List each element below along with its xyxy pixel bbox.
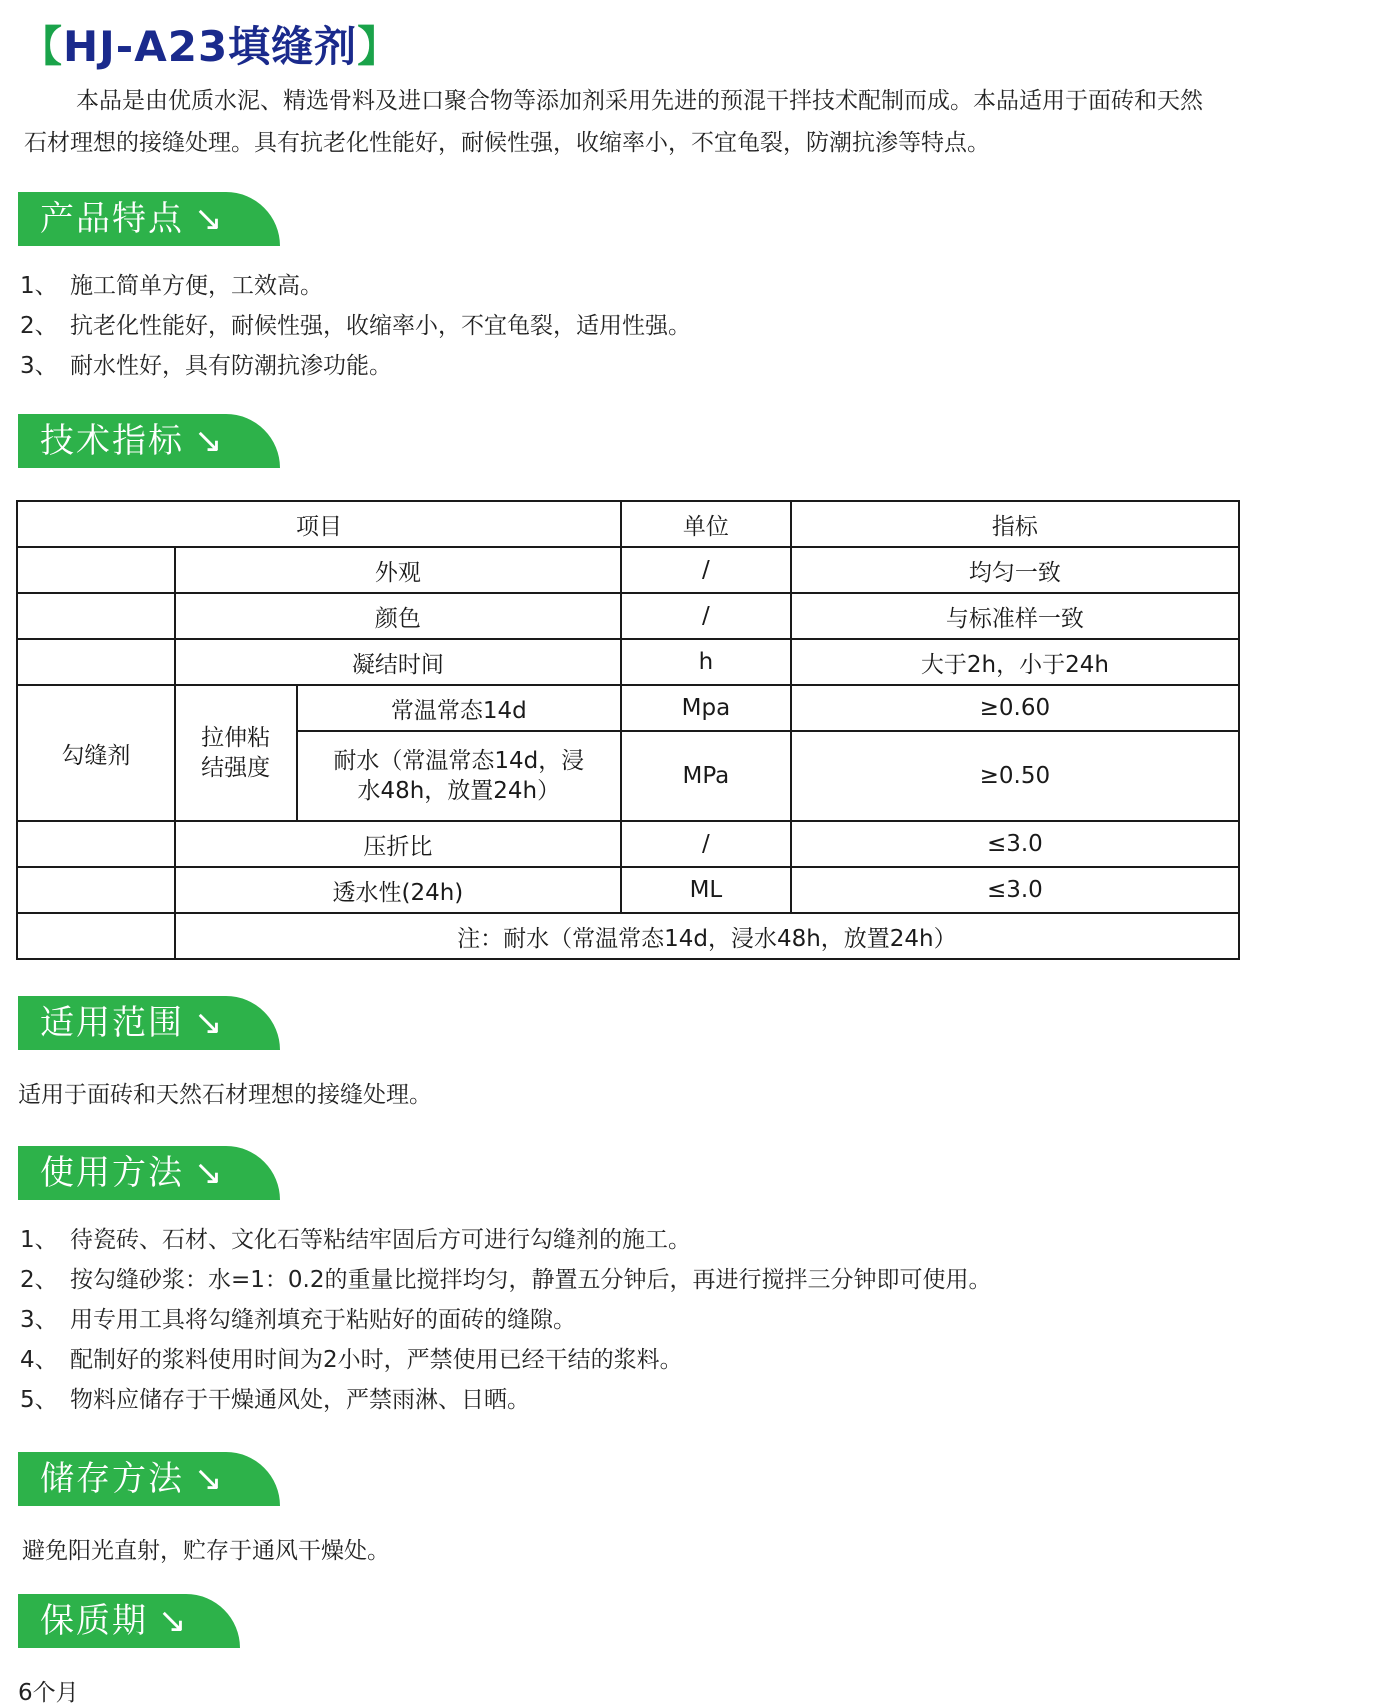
scope-heading-text: 适用范围: [40, 1003, 184, 1043]
list-item: [20, 346, 691, 386]
header-unit: 单位: [621, 501, 791, 547]
cell-value: ≥0.50: [791, 731, 1239, 821]
scope-text: 适用于面砖和天然石材理想的接缝处理。: [18, 1082, 432, 1108]
list-item-text: 按勾缝砂浆：水=1：0.2的重量比搅拌均匀，静置五分钟后，再进行搅拌三分钟即可使用。: [70, 1267, 992, 1293]
list-item: [20, 1340, 991, 1380]
list-item-text: 用专用工具将勾缝剂填充于粘贴好的面砖的缝隙。: [70, 1307, 576, 1333]
cell-unit: /: [621, 593, 791, 639]
list-item-text: 耐水性好，具有防潮抗渗功能。: [70, 353, 392, 379]
empty-cell: [17, 593, 175, 639]
cell-unit: /: [621, 821, 791, 867]
product-name-cell: 勾缝剂: [17, 685, 175, 821]
list-item: [20, 1220, 991, 1260]
list-item-text: 配制好的浆料使用时间为2小时，严禁使用已经干结的浆料。: [70, 1347, 683, 1373]
cell-name: [297, 731, 621, 821]
list-item: [20, 1380, 991, 1420]
cell-name-line-2: 水48h，放置24h）: [357, 778, 561, 804]
empty-cell: [17, 639, 175, 685]
table-header-row: [17, 501, 1239, 547]
table-row: [17, 867, 1239, 913]
features-heading-text: 产品特点: [40, 199, 184, 239]
features-list: [20, 266, 691, 386]
arrow-down-right-icon: ↘: [194, 1459, 223, 1499]
cell-value: 大于2h，小于24h: [791, 639, 1239, 685]
cell-unit: ML: [621, 867, 791, 913]
title-bracket-open: 【: [20, 22, 64, 71]
cell-name: 凝结时间: [175, 639, 621, 685]
header-item: 项目: [17, 501, 621, 547]
cell-name: 压折比: [175, 821, 621, 867]
arrow-down-right-icon: ↘: [194, 199, 223, 239]
list-item-text: 施工简单方便，工效高。: [70, 273, 323, 299]
shelf-life-text: 6个月: [18, 1680, 79, 1706]
title-bracket-close: 】: [357, 22, 401, 71]
cell-value: 均匀一致: [791, 547, 1239, 593]
arrow-down-right-icon: ↘: [158, 1601, 187, 1641]
intro-paragraph: [24, 80, 1394, 164]
cell-unit: h: [621, 639, 791, 685]
intro-line-1: 本品是由优质水泥、精选骨料及进口聚合物等添加剂采用先进的预混干拌技术配制而成。本品适用于面砖和天然: [76, 88, 1203, 114]
cell-name: 透水性(24h): [175, 867, 621, 913]
list-item: [20, 1260, 991, 1300]
list-item-number: 3、: [20, 1307, 58, 1333]
list-item-text: 待瓷砖、石材、文化石等粘结牢固后方可进行勾缝剂的施工。: [70, 1227, 691, 1253]
storage-text: 避免阳光直射，贮存于通风干燥处。: [22, 1538, 390, 1564]
cell-name: 颜色: [175, 593, 621, 639]
list-item-number: 1、: [20, 273, 58, 299]
section-heading-shelf-life: [18, 1594, 240, 1648]
cell-name: 常温常态14d: [297, 685, 621, 731]
list-item-text: 抗老化性能好，耐候性强，收缩率小，不宜龟裂，适用性强。: [70, 313, 691, 339]
cell-name: 外观: [175, 547, 621, 593]
tensile-label-cell: [175, 685, 297, 821]
section-heading-features: [18, 192, 280, 246]
arrow-down-right-icon: ↘: [194, 1003, 223, 1043]
table-note-row: [17, 913, 1239, 959]
usage-list: [20, 1220, 991, 1420]
usage-heading-text: 使用方法: [40, 1153, 184, 1193]
empty-cell: [17, 867, 175, 913]
list-item-number: 1、: [20, 1227, 58, 1253]
table-row: [17, 685, 1239, 731]
cell-value: ≤3.0: [791, 821, 1239, 867]
specs-heading-text: 技术指标: [40, 421, 184, 461]
section-heading-scope: [18, 996, 280, 1050]
spec-table: [16, 500, 1240, 960]
cell-unit: /: [621, 547, 791, 593]
empty-cell: [17, 821, 175, 867]
cell-value: ≤3.0: [791, 867, 1239, 913]
intro-line-2: 石材理想的接缝处理。具有抗老化性能好，耐候性强，收缩率小，不宜龟裂，防潮抗渗等特点。: [24, 130, 990, 156]
table-row: [17, 821, 1239, 867]
list-item-number: 5、: [20, 1387, 58, 1413]
empty-cell: [17, 547, 175, 593]
shelf-heading-text: 保质期: [40, 1601, 148, 1641]
section-heading-specs: [18, 414, 280, 468]
list-item-number: 2、: [20, 1267, 58, 1293]
arrow-down-right-icon: ↘: [194, 421, 223, 461]
page-title: [20, 14, 400, 74]
section-heading-usage: [18, 1146, 280, 1200]
section-heading-storage: [18, 1452, 280, 1506]
table-row: [17, 639, 1239, 685]
tensile-label-line-2: 结强度: [201, 755, 271, 781]
cell-unit: MPa: [621, 731, 791, 821]
header-index: 指标: [791, 501, 1239, 547]
list-item: [20, 306, 691, 346]
list-item-number: 3、: [20, 353, 58, 379]
table-note: 注：耐水（常温常态14d，浸水48h，放置24h）: [175, 913, 1239, 959]
tensile-label-line-1: 拉伸粘: [201, 725, 271, 751]
list-item: [20, 1300, 991, 1340]
arrow-down-right-icon: ↘: [194, 1153, 223, 1193]
cell-value: ≥0.60: [791, 685, 1239, 731]
list-item-text: 物料应储存于干燥通风处，严禁雨淋、日晒。: [70, 1387, 530, 1413]
cell-unit: Mpa: [621, 685, 791, 731]
list-item-number: 2、: [20, 313, 58, 339]
cell-name-line-1: 耐水（常温常态14d，浸: [333, 748, 585, 774]
storage-heading-text: 储存方法: [40, 1459, 184, 1499]
list-item: [20, 266, 691, 306]
title-text: HJ-A23填缝剂: [63, 22, 358, 71]
table-row: [17, 593, 1239, 639]
table-row: [17, 547, 1239, 593]
empty-cell: [17, 913, 175, 959]
list-item-number: 4、: [20, 1347, 58, 1373]
cell-value: 与标准样一致: [791, 593, 1239, 639]
